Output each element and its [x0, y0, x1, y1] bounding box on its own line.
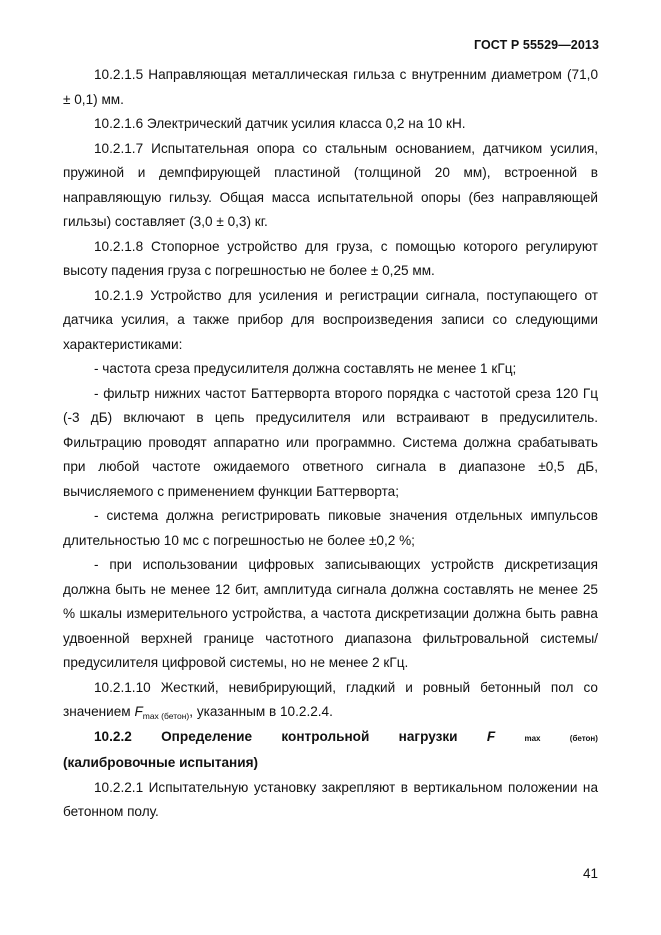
document-code: ГОСТ Р 55529—2013 [473, 38, 599, 52]
heading-word-1: Определение [161, 728, 253, 744]
paragraph-10-2-1-10-tail: , указанным в 10.2.2.4. [189, 704, 333, 719]
heading-force-symbol: F [486, 728, 496, 744]
paragraph-10-2-1-6: 10.2.1.6 Электрический датчик усилия класса 0,2 на 10 кН. [94, 116, 466, 131]
paragraph-10-2-1-8: 10.2.1.8 Стопорное устройство для груза, с помощью которого регулируют высоту падения груза с погрешностью не более ± 0,25 мм. [63, 238, 598, 278]
list-item-butterworth-filter: - фильтр нижних частот Баттерворта второго порядка с частотой среза 120 Гц (-3 дБ) включают в цепь предусилителя или встраивают в предусилитель. Фильтрацию проводят аппаратно или программно. Система должна срабатывать при любой частоте ожидаемого ответного сигнала в диапазоне ±0,5 дБ, вычисляемого с применением функции Баттерворта; [63, 385, 598, 499]
list-item-digital-recording: - при использовании цифровых записывающих устройств дискретизация должна быть не менее 12 бит, амплитуда сигнала должна составлять не менее 25 % шкалы измерительного устройства, а частота дискретизации должна быть равна удвоенной верхней границе частотного диапазона фильтровальной системы/ предусилителя цифровой системы, но не менее 2 кГц. [63, 557, 598, 670]
heading-number: 10.2.2 [94, 728, 132, 744]
paragraph-10-2-2-1: 10.2.2.1 Испытательную установку закрепляют в вертикальном положении на бетонном полу. [63, 779, 598, 819]
list-item-cutoff-frequency: - частота среза предусилителя должна составлять не менее 1 кГц; [94, 361, 517, 376]
force-subscript: max (бетон) [142, 711, 190, 721]
page-body [63, 63, 598, 825]
paragraph-10-2-1-5: 10.2.1.5 Направляющая металлическая гильза с внутренним диаметром (71,0 ± 0,1) мм. [63, 67, 598, 107]
force-symbol: F [134, 704, 143, 719]
section-heading-line-2: (калибровочные испытания) [63, 755, 259, 770]
heading-word-2: контрольной [281, 728, 370, 744]
section-heading-10-2-2 [63, 725, 598, 752]
paragraph-10-2-1-10 [63, 676, 598, 725]
page-number: 41 [582, 866, 598, 881]
paragraph-10-2-1-9: 10.2.1.9 Устройство для усиления и регистрации сигнала, поступающего от датчика усилия, а также прибор для воспроизведения записи со следующими характеристиками: [63, 287, 598, 352]
heading-subscript-max: max [524, 733, 541, 743]
heading-subscript-concrete: (бетон) [569, 733, 598, 743]
paragraph-10-2-1-7: 10.2.1.7 Испытательная опора со стальным основанием, датчиком усилия, пружиной и демпфирующей пластиной (толщиной 20 мм), встроенной в направляющую гильзу. Общая масса испытательной опоры (без направляющей гильзы) составляет (3,0 ± 0,3) кг. [63, 140, 598, 229]
paragraph-10-2-1-10-text: 10.2.1.10 Жесткий, невибрирующий, гладкий и ровный бетонный пол со значением [63, 679, 598, 719]
heading-word-3: нагрузки [398, 728, 458, 744]
list-item-peak-registration: - система должна регистрировать пиковые значения отдельных импульсов длительностью 10 мс с погрешностью не более ±0,2 %; [63, 508, 598, 548]
